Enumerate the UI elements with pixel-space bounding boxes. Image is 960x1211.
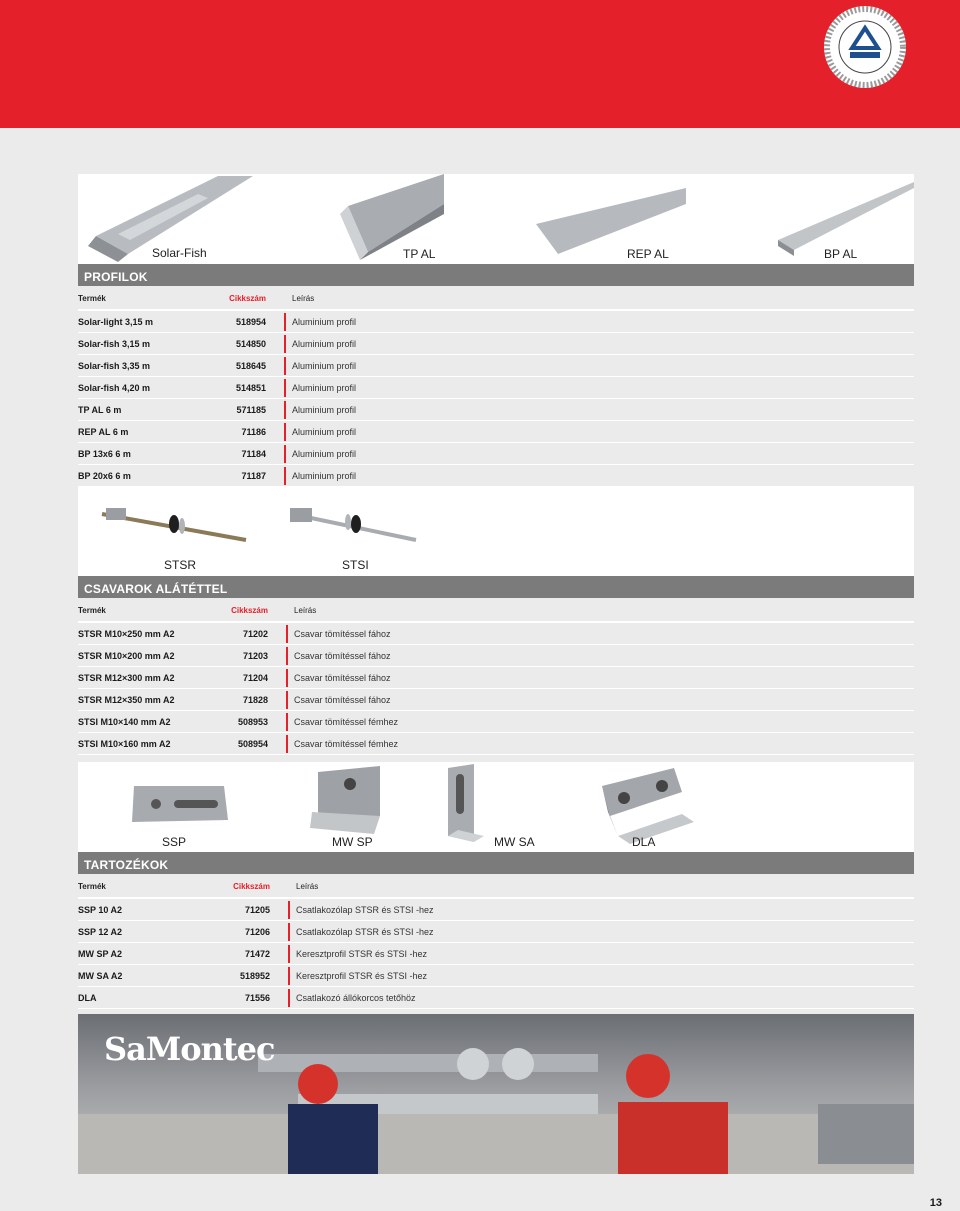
screws-image-strip	[78, 486, 914, 576]
description-cell: Aluminium profil	[292, 471, 357, 481]
description-cell: Aluminium profil	[292, 449, 357, 459]
description-cell: Csatlakozólap STSR és STSI -hez	[296, 905, 434, 915]
article-number-cell: 571185	[236, 405, 266, 415]
mw-sa-bracket-image	[448, 764, 484, 842]
top-red-band	[0, 0, 960, 128]
table-row	[78, 965, 914, 987]
caption-stsr: STSR	[164, 558, 197, 572]
caption-mw-sp: MW SP	[332, 835, 373, 849]
product-name-cell: MW SA A2	[78, 971, 123, 981]
description-cell: Csatlakozólap STSR és STSI -hez	[296, 927, 434, 937]
page-number: 13	[929, 1197, 942, 1209]
article-number-cell: 518954	[235, 317, 266, 327]
bp-al-profile-image	[778, 182, 914, 256]
description-cell: Aluminium profil	[292, 339, 357, 349]
article-number-cell: 514850	[235, 339, 266, 349]
red-column-divider	[284, 423, 286, 441]
screws-table	[78, 600, 914, 755]
table-row	[78, 377, 914, 399]
article-number-cell: 71472	[244, 949, 270, 959]
ssp-plate-image	[132, 786, 228, 822]
column-header-termek: Termék	[78, 606, 106, 615]
article-number-cell: 518645	[235, 361, 266, 371]
table-row	[78, 943, 914, 965]
caption-rep-al: REP AL	[627, 247, 669, 261]
article-number-cell: 71828	[242, 695, 268, 705]
article-number-cell: 71203	[242, 651, 268, 661]
caption-tp-al: TP AL	[403, 247, 436, 261]
column-header-leiras: Leírás	[296, 882, 319, 891]
tuv-certification-seal	[822, 4, 908, 90]
product-name-cell: Solar-fish 4,20 m	[78, 383, 151, 393]
article-number-cell: 508954	[237, 739, 268, 749]
table-row	[78, 733, 914, 755]
profiles-section-title: PROFILOK	[78, 264, 914, 286]
rep-al-profile-image	[536, 174, 686, 254]
description-cell: Csavar tömítéssel fához	[294, 651, 391, 661]
product-name-cell: MW SP A2	[78, 949, 123, 959]
column-header-cikkszam: Cikkszám	[233, 882, 270, 891]
product-name-cell: Solar-fish 3,15 m	[78, 339, 151, 349]
article-number-cell: 71204	[242, 673, 268, 683]
description-cell: Csavar tömítéssel fához	[294, 673, 391, 683]
article-number-cell: 71187	[241, 471, 266, 481]
description-cell: Csatlakozó állókorcos tetőhöz	[296, 993, 416, 1003]
article-number-cell: 71184	[241, 449, 266, 459]
accessories-table	[78, 876, 914, 1009]
red-column-divider	[288, 945, 290, 963]
article-number-cell: 71202	[242, 629, 268, 639]
caption-mw-sa: MW SA	[494, 835, 535, 849]
caption-bp-al: BP AL	[824, 247, 858, 261]
table-row	[78, 645, 914, 667]
product-name-cell: STSR M12×300 mm A2	[78, 673, 175, 683]
article-number-cell: 71205	[244, 905, 270, 915]
table-row	[78, 899, 914, 921]
description-cell: Aluminium profil	[292, 405, 357, 415]
column-header-leiras: Leírás	[294, 606, 317, 615]
table-row	[78, 355, 914, 377]
table-row	[78, 443, 914, 465]
samontec-logo: SaMontec	[104, 1030, 275, 1068]
description-cell: Csavar tömítéssel fémhez	[294, 739, 399, 749]
stsr-screw-image	[102, 508, 246, 540]
column-header-termek: Termék	[78, 294, 106, 303]
red-column-divider	[284, 357, 286, 375]
table-row	[78, 465, 914, 487]
product-name-cell: Solar-fish 3,35 m	[78, 361, 151, 371]
red-column-divider	[284, 335, 286, 353]
article-number-cell: 71186	[241, 427, 266, 437]
dla-bracket-image	[602, 768, 694, 844]
product-name-cell: STSI M10×160 mm A2	[78, 739, 171, 749]
column-header-leiras: Leírás	[292, 294, 315, 303]
article-number-cell: 508953	[237, 717, 268, 727]
red-column-divider	[284, 401, 286, 419]
red-column-divider	[288, 967, 290, 985]
product-name-cell: STSR M10×250 mm A2	[78, 629, 175, 639]
product-name-cell: BP 13x6 6 m	[78, 449, 131, 459]
table-row	[78, 311, 914, 333]
product-name-cell: SSP 10 A2	[78, 905, 123, 915]
description-cell: Aluminium profil	[292, 317, 357, 327]
description-cell: Aluminium profil	[292, 383, 357, 393]
description-cell: Keresztprofil STSR és STSI -hez	[296, 971, 428, 981]
product-name-cell: STSR M12×350 mm A2	[78, 695, 175, 705]
description-cell: Aluminium profil	[292, 361, 357, 371]
article-number-cell: 518952	[239, 971, 270, 981]
article-number-cell: 71556	[244, 993, 270, 1003]
red-column-divider	[284, 313, 286, 331]
article-number-cell: 71206	[244, 927, 270, 937]
table-row	[78, 399, 914, 421]
product-name-cell: TP AL 6 m	[78, 405, 122, 415]
red-column-divider	[286, 625, 288, 643]
table-row	[78, 623, 914, 645]
product-name-cell: BP 20x6 6 m	[78, 471, 131, 481]
screw-illustrations	[78, 486, 914, 576]
red-column-divider	[286, 647, 288, 665]
red-column-divider	[286, 669, 288, 687]
caption-ssp: SSP	[162, 835, 187, 849]
table-row	[78, 333, 914, 355]
column-header-termek: Termék	[78, 882, 106, 891]
description-cell: Aluminium profil	[292, 427, 357, 437]
mw-sp-bracket-image	[310, 766, 380, 834]
table-row	[78, 711, 914, 733]
description-cell: Csavar tömítéssel fához	[294, 629, 391, 639]
product-name-cell: STSR M10×200 mm A2	[78, 651, 175, 661]
description-cell: Csavar tömítéssel fához	[294, 695, 391, 705]
installation-photo	[78, 1014, 914, 1174]
red-column-divider	[288, 923, 290, 941]
product-name-cell: STSI M10×140 mm A2	[78, 717, 171, 727]
table-row	[78, 667, 914, 689]
description-cell: Keresztprofil STSR és STSI -hez	[296, 949, 428, 959]
table-header-row	[78, 288, 914, 311]
screws-section-title: CSAVAROK ALÁTÉTTEL	[78, 576, 914, 598]
table-header-row	[78, 600, 914, 623]
red-column-divider	[286, 735, 288, 753]
product-name-cell: SSP 12 A2	[78, 927, 123, 937]
product-name-cell: REP AL 6 m	[78, 427, 129, 437]
product-name-cell: DLA	[78, 993, 97, 1003]
table-header-row	[78, 876, 914, 899]
red-column-divider	[288, 901, 290, 919]
red-column-divider	[284, 445, 286, 463]
column-header-cikkszam: Cikkszám	[231, 606, 268, 615]
red-column-divider	[288, 989, 290, 1007]
table-row	[78, 987, 914, 1009]
caption-dla: DLA	[632, 835, 656, 849]
table-row	[78, 921, 914, 943]
red-column-divider	[286, 691, 288, 709]
red-column-divider	[286, 713, 288, 731]
stsi-screw-image	[290, 508, 416, 540]
accessories-section-title: TARTOZÉKOK	[78, 852, 914, 874]
table-row	[78, 421, 914, 443]
column-header-cikkszam: Cikkszám	[229, 294, 266, 303]
description-cell: Csavar tömítéssel fémhez	[294, 717, 399, 727]
table-row	[78, 689, 914, 711]
accessories-image-strip	[78, 762, 914, 852]
red-column-divider	[284, 467, 286, 485]
profiles-image-strip	[78, 174, 914, 264]
article-number-cell: 514851	[235, 383, 266, 393]
profiles-table	[78, 288, 914, 487]
caption-stsi: STSI	[342, 558, 369, 572]
product-name-cell: Solar-light 3,15 m	[78, 317, 154, 327]
red-column-divider	[284, 379, 286, 397]
caption-solar-fish: Solar-Fish	[152, 246, 207, 260]
